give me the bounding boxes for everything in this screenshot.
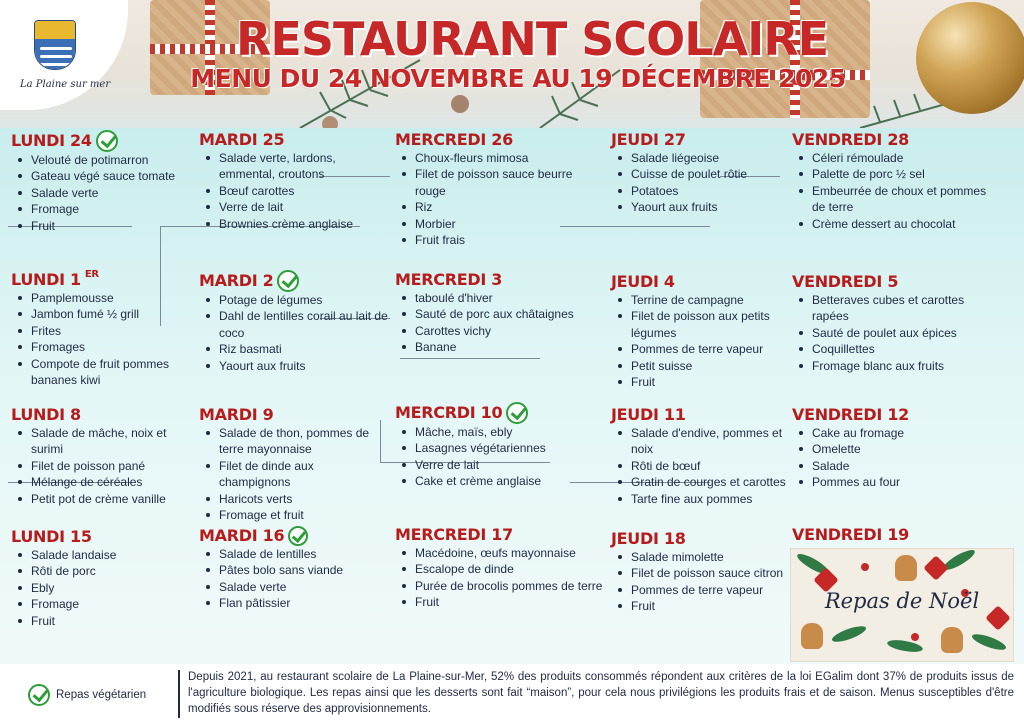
menu-item: Dahl de lentilles corail au lait de coco [199, 308, 395, 341]
gold-ornament-decoration [916, 2, 1024, 114]
menu-item: Cake au fromage [792, 425, 992, 441]
christmas-meal-label: Repas de Noël [824, 589, 980, 613]
grid-line [400, 358, 540, 359]
menu-item: Salade verte, lardons, emmental, croutons [199, 150, 379, 183]
check-circle-icon [288, 526, 308, 546]
menu-item: Compote de fruit pommes bananes kiwi [11, 356, 191, 389]
menu-list [792, 292, 992, 374]
day-title: MERCRDI 10 [395, 402, 605, 424]
day-title: LUNDI 1 $^{ER}$ [11, 270, 191, 290]
day-title: LUNDI 24 [11, 130, 191, 152]
day-title: LUNDI 8 [11, 405, 81, 424]
menu-item: Gateau végé sauce tomate [11, 168, 191, 184]
menu-list [792, 425, 992, 491]
menu-item: Fruit [395, 594, 605, 610]
menu-list [11, 290, 191, 388]
day-title: MARDI 2 [199, 270, 395, 292]
gingerbread-cookie-icon [895, 555, 917, 581]
logo-text: La Plaine sur mer [20, 79, 111, 90]
legend-label: Repas végétarien [56, 689, 147, 701]
menu-item: Cake et crème anglaise [395, 473, 605, 489]
menu-item: Fromage [11, 201, 191, 217]
menu-item: Rôti de bœuf [611, 458, 791, 474]
menu-item: Pommes au four [792, 474, 992, 490]
menu-item: Pamplemousse [11, 290, 191, 306]
menu-list [395, 150, 605, 248]
menu-item: Coquillettes [792, 341, 992, 357]
menu-item: Betteraves cubes et carottes rapées [792, 292, 992, 325]
day-jeudi-11 [611, 405, 791, 507]
holly-leaf-icon [970, 631, 1007, 653]
holly-leaf-icon [886, 638, 923, 654]
header-banner [0, 0, 1024, 128]
menu-item: Lasagnes végétariennes [395, 440, 605, 456]
menu-item: Mâche, maïs, ebly [395, 424, 605, 440]
day-lundi-24 [11, 130, 191, 234]
menu-list [611, 292, 789, 390]
day-title: JEUDI 4 [611, 272, 675, 291]
day-mercredi-10 [395, 402, 605, 490]
menu-item: Haricots verts [199, 491, 379, 507]
check-circle-icon [277, 270, 299, 292]
menu-item: Fromage blanc aux fruits [792, 358, 992, 374]
menu-item: Yaourt aux fruits [611, 199, 786, 215]
menu-item: Filet de poisson sauce citron [611, 565, 789, 581]
menu-item: Omelette [792, 441, 992, 457]
menu-item: Salade [792, 458, 992, 474]
menu-item: Pâtes bolo sans viande [199, 562, 379, 578]
day-title: JEUDI 18 [611, 529, 686, 548]
menu-item: Filet de poisson sauce beurre rouge [395, 166, 605, 199]
day-title: LUNDI 15 [11, 527, 92, 546]
menu-list [199, 292, 395, 374]
menu-item: Fruit [11, 218, 191, 234]
menu-item: Verre de lait [199, 199, 379, 215]
menu-item: Petit suisse [611, 358, 789, 374]
gingerbread-cookie-icon [941, 627, 963, 653]
menu-item: Salade d'endive, pommes et noix [611, 425, 791, 458]
menu-list [611, 150, 786, 216]
menu-item: taboulé d'hiver [395, 290, 605, 306]
footer-divider [178, 670, 180, 718]
page-subtitle: MENU DU 24 NOVEMBRE AU 19 DÉCEMBRE 2025 [190, 64, 846, 93]
poinsettia-icon [923, 555, 948, 580]
menu-list [395, 290, 605, 356]
menu-item: Fromages [11, 339, 191, 355]
gingerbread-cookie-icon [801, 623, 823, 649]
menu-list [792, 150, 987, 232]
menu-item: Céleri rémoulade [792, 150, 987, 166]
menu-item: Salade de lentilles [199, 546, 379, 562]
menu-item: Sauté de poulet aux épices [792, 325, 992, 341]
menu-list [395, 424, 605, 490]
day-title: MARDI 25 [199, 130, 285, 149]
menu-item: Sauté de porc aux châtaignes [395, 306, 605, 322]
menu-item: Riz [395, 199, 605, 215]
day-mardi-2 [199, 270, 395, 374]
menu-item: Carottes vichy [395, 323, 605, 339]
day-title: JEUDI 11 [611, 405, 686, 424]
menu-item: Cuisse de poulet rôtie [611, 166, 786, 182]
menu-item: Terrine de campagne [611, 292, 789, 308]
menu-item: Ebly [11, 580, 191, 596]
day-title: MERCREDI 26 [395, 130, 513, 149]
menu-item: Fruit [611, 374, 789, 390]
menu-item: Tarte fine aux pommes [611, 491, 791, 507]
day-mardi-25 [199, 130, 379, 232]
day-jeudi-27 [611, 130, 786, 216]
menu-item: Macédoine, œufs mayonnaise [395, 545, 605, 561]
vegetarian-legend [28, 684, 146, 706]
day-lundi-1 [11, 270, 191, 388]
menu-item: Frites [11, 323, 191, 339]
menu-item: Salade mimolette [611, 549, 789, 565]
day-mardi-16 [199, 526, 379, 612]
menu-item: Filet de poisson pané [11, 458, 191, 474]
check-circle-icon [28, 684, 50, 706]
menu-item: Velouté de potimarron [11, 152, 191, 168]
day-title: JEUDI 27 [611, 130, 686, 149]
day-vendredi-28 [792, 130, 987, 232]
page-title: RESTAURANT SCOLAIRE [236, 12, 829, 66]
menu-item: Palette de porc ½ sel [792, 166, 987, 182]
menu-item: Escalope de dinde [395, 561, 605, 577]
menu-item: Fruit [11, 613, 191, 629]
menu-item: Morbier [395, 216, 605, 232]
footer [0, 664, 1024, 724]
day-mercredi-3 [395, 270, 605, 356]
menu-item: Riz basmati [199, 341, 395, 357]
day-lundi-8 [11, 405, 191, 507]
day-title: VENDREDI 19 [792, 525, 910, 544]
menu-list [199, 425, 379, 523]
menu-item: Petit pot de crème vanille [11, 491, 191, 507]
day-title: MARDI 9 [199, 405, 274, 424]
menu-item: Purée de brocolis pommes de terre [395, 578, 605, 594]
day-title: MERCREDI 3 [395, 270, 503, 289]
berry-icon [861, 563, 869, 571]
day-vendredi-5 [792, 272, 992, 374]
menu-item: Potatoes [611, 183, 786, 199]
holly-leaf-icon [830, 623, 867, 645]
christmas-meal-image [790, 548, 1014, 662]
menu-item: Salade verte [11, 185, 191, 201]
menu-item: Salade verte [199, 579, 379, 595]
menu-item: Fromage et fruit [199, 507, 379, 523]
menu-list [611, 425, 791, 507]
menu-item: Pommes de terre vapeur [611, 582, 789, 598]
menu-item: Verre de lait [395, 457, 605, 473]
menu-item: Salade liégeoise [611, 150, 786, 166]
day-jeudi-4 [611, 272, 789, 390]
day-title: MARDI 16 [199, 526, 379, 546]
grid-line [380, 420, 381, 462]
menu-list [395, 545, 605, 611]
menu-item: Potage de légumes [199, 292, 395, 308]
day-title: MERCREDI 17 [395, 525, 513, 544]
menu-item: Banane [395, 339, 605, 355]
menu-list [199, 150, 379, 232]
day-mercredi-17 [395, 525, 605, 611]
menu-item: Pommes de terre vapeur [611, 341, 789, 357]
menu-list [11, 152, 191, 234]
menu-list [199, 546, 379, 612]
menu-item: Brownies crème anglaise [199, 216, 379, 232]
day-mardi-9 [199, 405, 379, 523]
menu-list [11, 425, 191, 507]
check-circle-icon [506, 402, 528, 424]
check-circle-icon [96, 130, 118, 152]
menu-item: Fromage [11, 596, 191, 612]
menu-item: Flan pâtissier [199, 595, 379, 611]
day-vendredi-19 [792, 525, 992, 545]
menu-list [11, 547, 191, 629]
menu-list [611, 549, 789, 615]
day-title-superscript: ER [84, 269, 99, 280]
berry-icon [911, 633, 919, 641]
menu-item: Choux-fleurs mimosa [395, 150, 605, 166]
town-crest-icon [34, 20, 76, 70]
menu-item: Filet de poisson aux petits légumes [611, 308, 789, 341]
menu-item: Salade de mâche, noix et surimi [11, 425, 191, 458]
menu-item: Gratin de courges et carottes [611, 474, 791, 490]
day-title: VENDREDI 28 [792, 130, 910, 149]
menu-item: Fruit [611, 598, 789, 614]
day-title: VENDREDI 12 [792, 405, 910, 424]
day-jeudi-18 [611, 529, 789, 615]
footer-note: Depuis 2021, au restaurant scolaire de La Plaine-sur-Mer, 52% des produits consommés répondent aux critères de la loi EGalim dont 37% de produits issus de l'agriculture biologique. Les repas ainsi que les desserts sont fait “maison”, pour cela nous privilégions les produits frais et de saison. Menus susceptibles d'être modifiés sous réserve des approvisionnements. [188, 671, 1014, 715]
day-mercredi-26 [395, 130, 605, 248]
menu-item: Salade landaise [11, 547, 191, 563]
day-title: VENDREDI 5 [792, 272, 899, 291]
menu-item: Crème dessert au chocolat [792, 216, 987, 232]
day-lundi-15 [11, 527, 191, 629]
menu-item: Jambon fumé ½ grill [11, 306, 191, 322]
menu-item: Rôti de porc [11, 563, 191, 579]
menu-item: Filet de dinde aux champignons [199, 458, 379, 491]
menu-item: Bœuf carottes [199, 183, 379, 199]
menu-item: Fruit frais [395, 232, 605, 248]
menu-item: Salade de thon, pommes de terre mayonnaise [199, 425, 379, 458]
day-vendredi-12 [792, 405, 992, 491]
menu-item: Mélange de céréales [11, 474, 191, 490]
menu-item: Yaourt aux fruits [199, 358, 395, 374]
menu-item: Embeurrée de choux et pommes de terre [792, 183, 987, 216]
